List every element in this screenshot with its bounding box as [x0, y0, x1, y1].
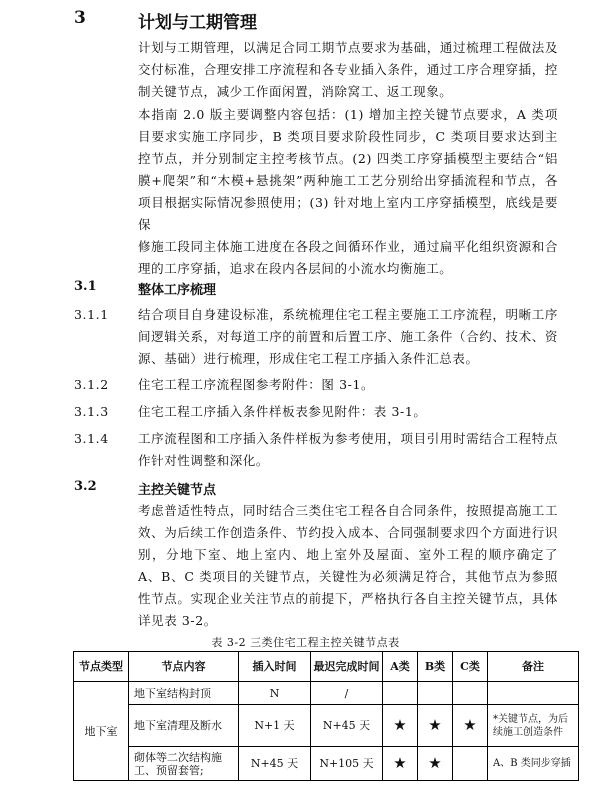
node-content-cell: 地下室清理及断水 [129, 705, 239, 747]
subsection-number: 3.2 [74, 479, 97, 494]
header-class-b: B类 [418, 652, 453, 682]
key-nodes-table [73, 651, 579, 781]
header-remark: 备注 [488, 652, 579, 682]
intro-paragraph-2: 本指南 2.0 版主要调整内容包括：(1) 增加主控关键节点要求，A 类项目要求实施工序同步，B 类项目要求阶段性同步，C 类项目要求达到主控节点，并分别制定主控考核节点。(2) 四类工序穿插模型主要结合“铝膜+爬架”和“木模+悬挑架”两种施工工艺分别给出穿插流程和节点，各项目根据实际情况参照使用；(3) 针对地上室内工序穿插模型，底线是要保 [138, 107, 558, 232]
intro-paragraph-3: 修施工段同主体施工进度在各段之间循环作业，通过扁平化组织资源和合理的工序穿插，追求在段内各层间的小流水均衡施工。 [138, 239, 558, 276]
subsection-number: 3.1 [74, 279, 97, 294]
clause-text: 工序流程图和工序插入条件样板为参考使用，项目引用时需结合工程特点作针对性调整和深化。 [138, 431, 558, 468]
header-class-c: C类 [453, 652, 488, 682]
intro-paragraph-1: 计划与工期管理，以满足合同工期节点要求为基础，通过梳理工程做法及交付标准，合理安排工序流程和各专业插入条件，通过工序合理穿插，控制关键节点，减少工作面闲置，消除窝工、返工现象。 [138, 40, 558, 99]
clause-number: 3.1.1 [74, 307, 109, 322]
table-caption: 表 3-2 三类住宅工程主控关键节点表 [211, 636, 400, 649]
node-content-cell: 地下室结构封顶 [129, 682, 239, 705]
clause-number: 3.1.2 [74, 377, 109, 392]
clause-text: 结合项目自身建设标准，系统梳理住宅工程主要施工工序流程，明晰工序间逻辑关系，对每道工序的前置和后置工序、施工条件（合约、技术、资源、基础）进行梳理，形成住宅工程工序插入条件汇总表。 [138, 307, 558, 366]
class-a-cell [383, 682, 418, 705]
node-content-cell: 砌体等二次结构施工、预留套管; [129, 747, 239, 781]
clause-number: 3.1.3 [74, 404, 109, 419]
clause-text: 住宅工程工序插入条件样板表参见附件：表 3-1。 [138, 404, 427, 419]
class-a-cell: ★ [383, 747, 418, 781]
insert-time-cell: N+1 天 [239, 705, 311, 747]
header-latest-finish: 最迟完成时间 [311, 652, 383, 682]
header-insert-time: 插入时间 [239, 652, 311, 682]
class-c-cell [453, 682, 488, 705]
latest-finish-cell: N+105 天 [311, 747, 383, 781]
class-c-cell: ★ [453, 705, 488, 747]
remark-cell [488, 682, 579, 705]
header-class-a: A类 [383, 652, 418, 682]
insert-time-cell: N+45 天 [239, 747, 311, 781]
table-row [74, 682, 579, 705]
table-row [74, 705, 579, 747]
clause-number: 3.1.4 [74, 431, 109, 446]
subsection-title: 主控关键节点 [138, 483, 217, 498]
class-c-cell [453, 747, 488, 781]
table-row [74, 747, 579, 781]
class-b-cell [418, 682, 453, 705]
subsection-3-2-paragraph: 考虑普适性特点，同时结合三类住宅工程各自合同条件，按照提高施工工效、为后续工作创造条件、节约投入成本、合同强制要求四个方面进行识别，分地下室、地上室内、地上室外及屋面、室外工程的顺序确定了 A、B、C 类项目的关键节点，关键性为必须满足符合，其他节点为参照性节点。实现企业关注节点的前提下，严格执行各自主控关键节点，具体详见表 3-2。 [138, 503, 558, 628]
section-title: 计划与工期管理 [138, 13, 257, 33]
subsection-title: 整体工序梳理 [138, 283, 217, 298]
class-a-cell: ★ [383, 705, 418, 747]
table-header-row [74, 652, 579, 682]
clause-text: 住宅工程工序流程图参考附件：图 3-1。 [138, 377, 375, 392]
header-node-content: 节点内容 [129, 652, 239, 682]
remark-cell: A、B 类同步穿插 [488, 747, 579, 781]
remark-cell: *关键节点，为后续施工创造条件 [488, 705, 579, 747]
insert-time-cell: N [239, 682, 311, 705]
class-b-cell: ★ [418, 705, 453, 747]
node-type-cell: 地下室 [74, 682, 129, 781]
latest-finish-cell: / [311, 682, 383, 705]
class-b-cell: ★ [418, 747, 453, 781]
section-number: 3 [74, 8, 86, 28]
header-node-type: 节点类型 [74, 652, 129, 682]
latest-finish-cell: N+45 天 [311, 705, 383, 747]
